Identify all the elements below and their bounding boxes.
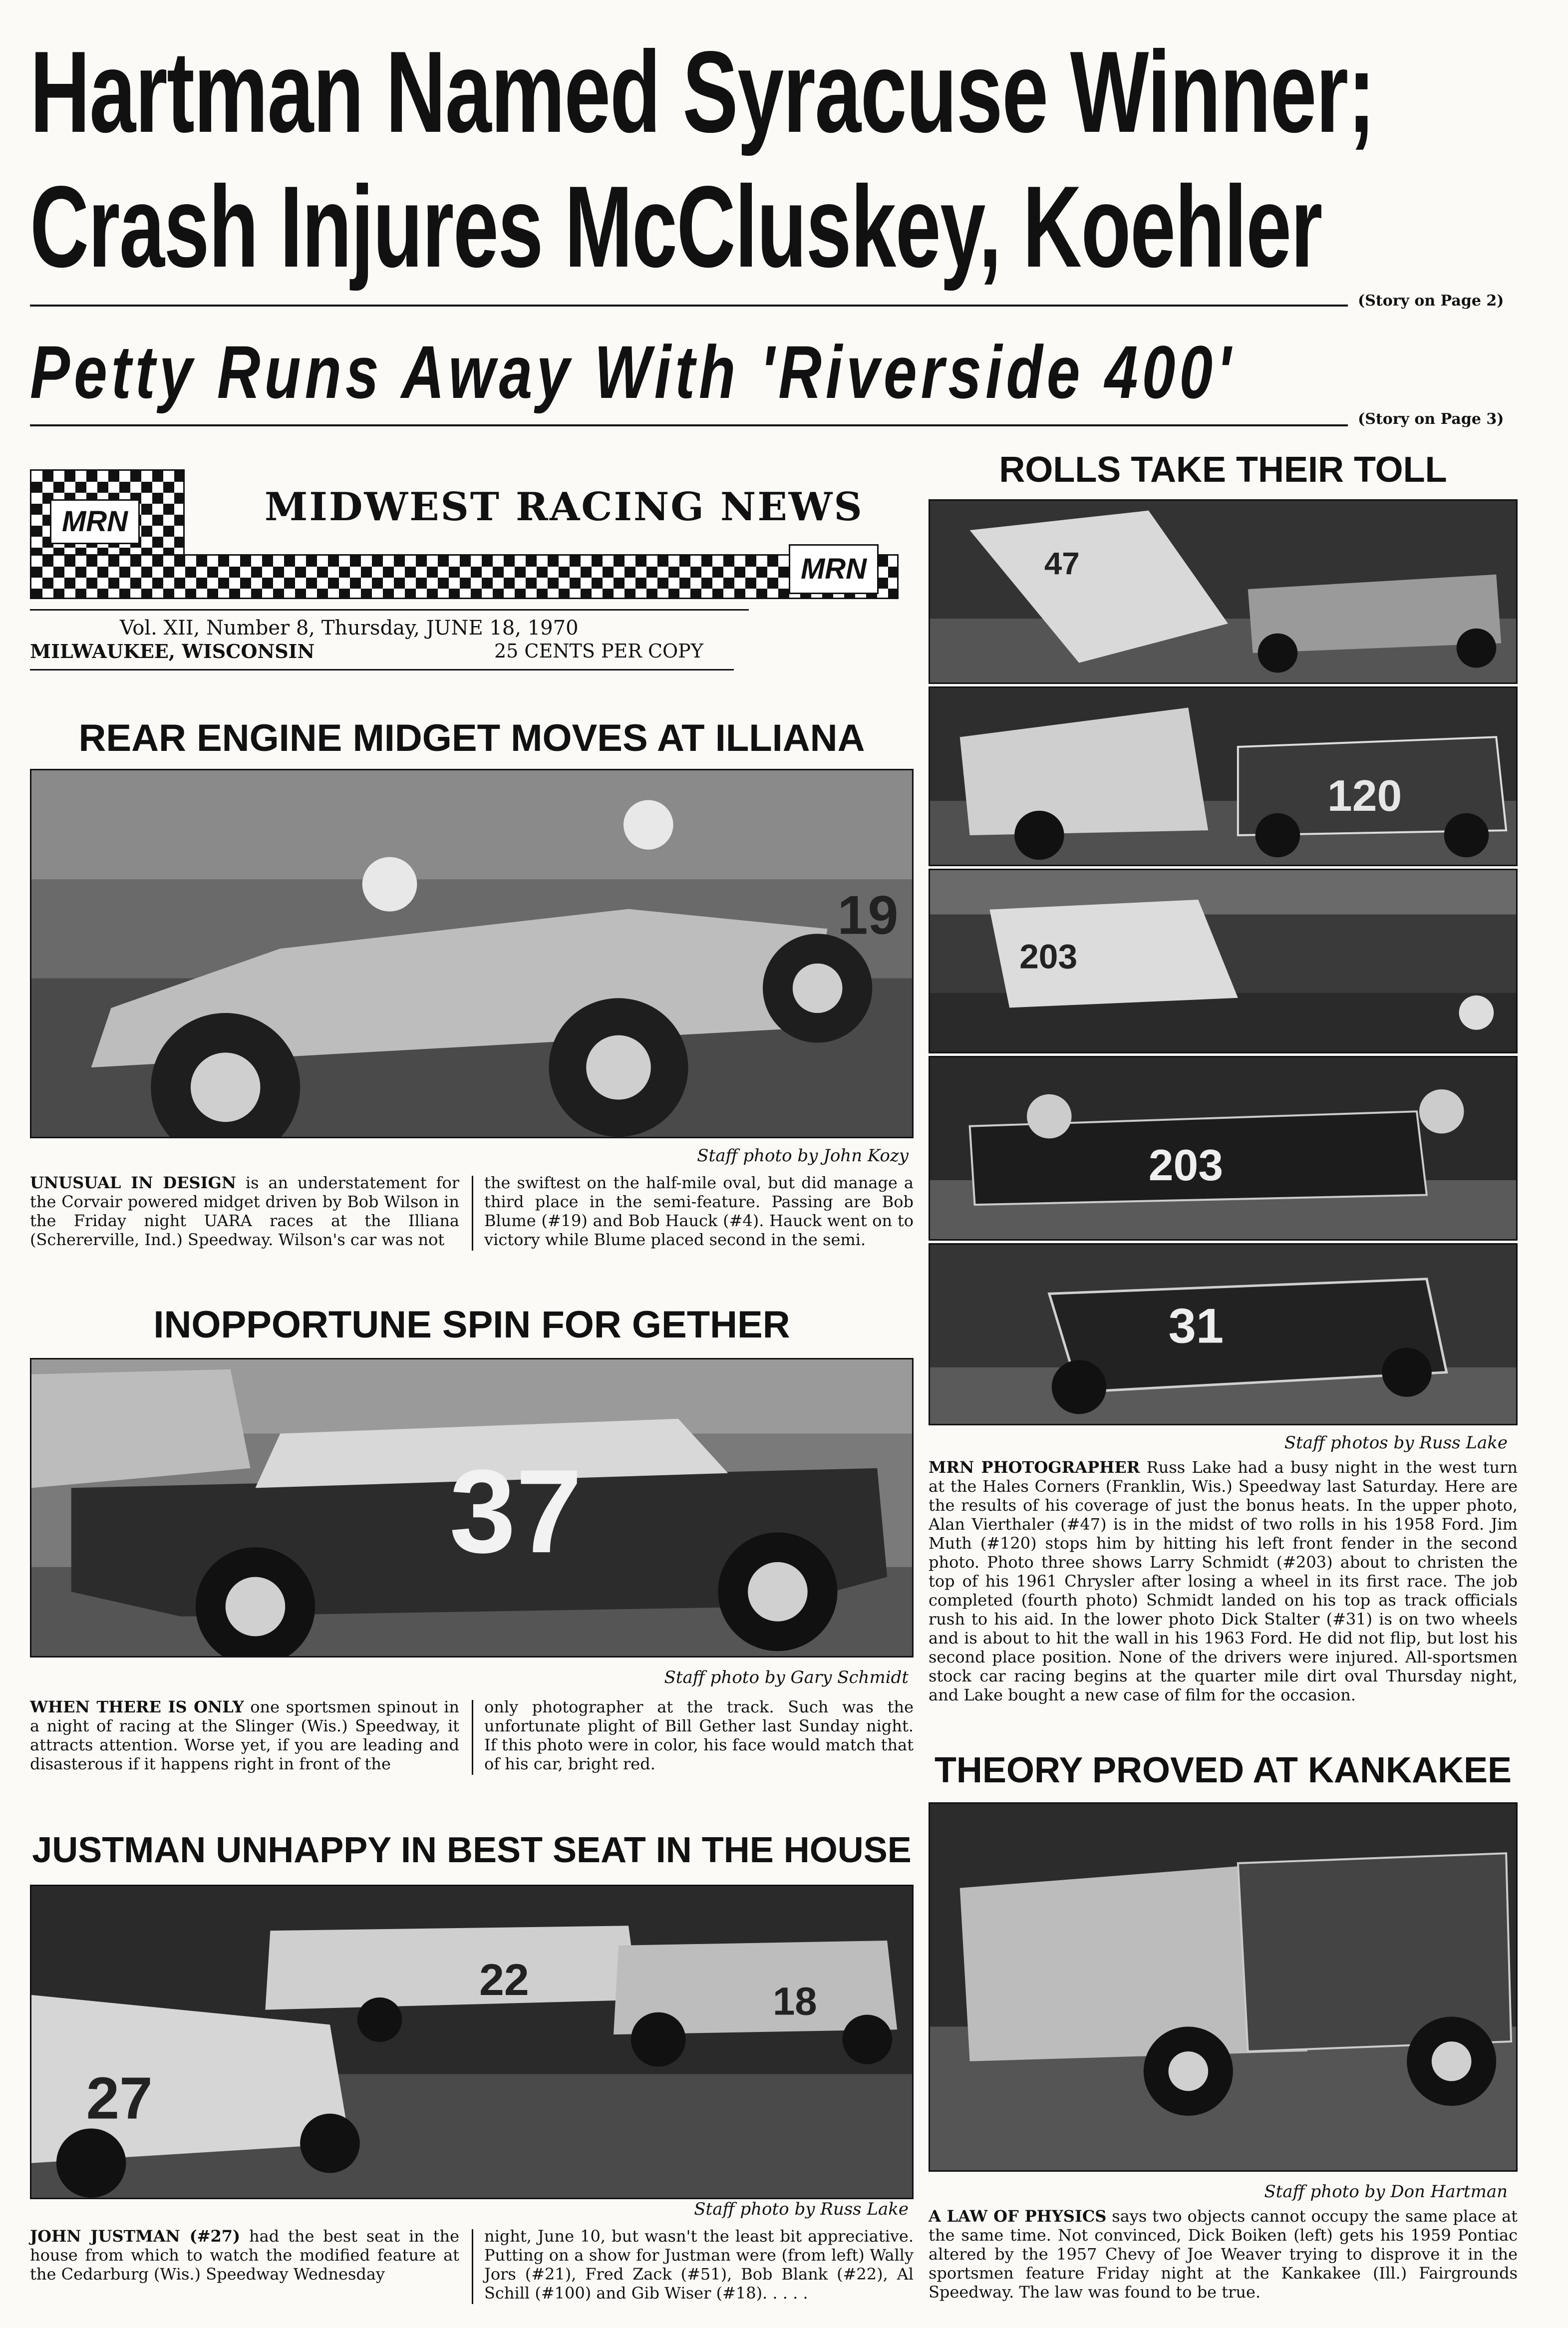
justman-car-number-18: 18 [772,1979,817,2023]
justman-caption-lead: JOHN JUSTMAN (#27) [30,2227,241,2246]
masthead-checker-band [30,554,899,599]
rolls-caption-text: Russ Lake had a busy night in the west turn at the Hales Corners (Franklin, Wis.) Speedway last Saturday. Here are the results of his coverage of just the bonus heats. In the upper photo, Alan Vierthaler (#47) is in the midst of two rolls in his 1958 Ford. Jim Muth (#120) stops him by hitting his left front fender in the second photo. Photo three shows Larry Schmidt (#203) about to christen the top of his 1961 Chrysler after losing a wheel in its first race. The job completed (fourth photo) Schmidt landed on his top as track officials rush to his aid. In the lower photo Dick Stalter (#31) is on two wheels and is about to hit the wall in his 1963 Ford. He did not flip, but lost his second place position. None of the drivers were injured. All-sportsmen stock car racing begins at the quarter mile dirt oval Thursday night, and Lake bought a new case of film for the occasion. [929,1458,1518,1704]
masthead-price: 25 CENTS PER COPY [494,640,703,662]
midget-caption-lead: UNUSUAL IN DESIGN [30,1173,237,1192]
gether-car-number: 37 [449,1444,583,1578]
masthead-rule-top [30,609,749,611]
kankakee-section-title: THEORY PROVED AT KANKAKEE [934,1750,1512,1790]
justman-section-title: JUSTMAN UNHAPPY IN BEST SEAT IN THE HOUSE [32,1830,912,1870]
gether-caption-lead: WHEN THERE IS ONLY [30,1697,244,1716]
rolls-caption [929,1458,1518,1704]
mrn-logo-left: MRN [50,499,140,544]
rolls-credit: Staff photos by Russ Lake [1284,1433,1508,1453]
subhead: Petty Runs Away With 'Riverside 400' [30,330,1235,414]
rolls-photo-4 [929,1056,1518,1241]
gether-photo [30,1358,914,1658]
kankakee-caption-text: says two objects cannot occupy the same place at the same time. Not convinced, Dick Boiken (left) gets his 1959 Pontiac altered by the 1957 Chevy of Joe Weaver trying to disprove it in the sportsmen feature Friday night at the Kankakee (Ill.) Fairgrounds Speedway. The law was found to be true. [929,2207,1518,2302]
rolls-photo-1-number: 47 [1044,546,1080,582]
rolls-photo-4-number: 203 [1148,1140,1224,1190]
justman-caption-col1 [30,2227,459,2284]
main-headline-line1: Hartman Named Syracuse Winner; [30,27,1375,157]
justman-photo [30,1885,914,2199]
kankakee-caption-lead: A LAW OF PHYSICS [929,2207,1107,2226]
justman-car-number-22: 22 [479,1955,529,2004]
rolls-photo-3-number: 203 [1019,937,1078,976]
rolls-photo-2-number: 120 [1327,770,1402,820]
gether-section-title: INOPPORTUNE SPIN FOR GETHER [153,1304,790,1346]
masthead-rule-bottom [30,669,734,670]
masthead [30,469,929,679]
masthead-title: MIDWEST RACING NEWS [265,484,864,530]
rolls-photo-5-number: 31 [1168,1298,1224,1353]
kankakee-photo [929,1802,1518,2172]
justman-col-rule [472,2229,473,2304]
rolls-photo-1 [929,499,1518,684]
gether-credit: Staff photo by Gary Schmidt [664,1667,909,1687]
justman-caption-col2: night, June 10, but wasn't the least bit appreciative. Putting on a show for Justman were (from left) Wally Jors (#21), Fred Zack (#51), Bob Blank (#22), Al Schill (#100) and Gib Wiser (#18). . . . . [484,2227,914,2303]
rolls-photo-2 [929,686,1518,866]
subhead-rule [30,424,1348,426]
midget-caption-col1 [30,1173,459,1249]
midget-car-number: 19 [837,885,899,946]
headline-rule [30,305,1348,307]
justman-caption-text1: had the best seat in the house from which to watch the modified feature at the Cedarburg (Wis.) Speedway Wednesday [30,2227,460,2284]
masthead-location: MILWAUKEE, WISCONSIN [30,640,315,663]
gether-caption-col2: only photographer at the track. Such was the unfortunate plight of Bill Gether last Sunday night. If this photo were in color, his face would match that of his car, bright red. [484,1697,914,1773]
gether-col-rule [472,1700,473,1775]
subhead-story-ref: (Story on Page 3) [1358,410,1504,428]
masthead-issue: Vol. XII, Number 8, Thursday, JUNE 18, 1970 [120,617,579,640]
gether-caption-text1: one sportsmen spinout in a night of racing at the Slinger (Wis.) Speedway, it attracts attention. Worse yet, if you are leading and disasterous if it happens right in front of the [30,1697,460,1773]
main-headline-line2: Crash Injures McCluskey, Koehler [30,162,1322,292]
midget-credit: Staff photo by John Kozy [697,1146,909,1166]
kankakee-credit: Staff photo by Don Hartman [1264,2182,1508,2202]
gether-caption-col1 [30,1697,459,1773]
midget-section-title: REAR ENGINE MIDGET MOVES AT ILLIANA [78,717,865,759]
mrn-logo-right: MRN [789,544,879,594]
midget-caption-col2: the swiftest on the half-mile oval, but did manage a third place in the semi-feature. Passing are Bob Blume (#19) and Bob Hauck (#4). Hauck went on to victory while Blume placed second in the semi. [484,1173,914,1249]
midget-col-rule [472,1176,473,1251]
justman-car-number-27: 27 [86,2065,153,2132]
kankakee-caption [929,2207,1518,2302]
justman-credit: Staff photo by Russ Lake [694,2199,909,2219]
rolls-photo-5 [929,1243,1518,1425]
headline-story-ref: (Story on Page 2) [1358,292,1504,310]
midget-caption-text1: is an understatement for the Corvair powered midget driven by Bob Wilson in the Friday night UARA races at the Illiana (Schererville, Ind.) Speedway. Wilson's car was not [30,1173,460,1249]
rolls-photo-3 [929,869,1518,1053]
rolls-section-title: ROLLS TAKE THEIR TOLL [999,450,1447,490]
rolls-caption-lead: MRN PHOTOGRAPHER [929,1458,1140,1477]
midget-photo [30,769,914,1138]
